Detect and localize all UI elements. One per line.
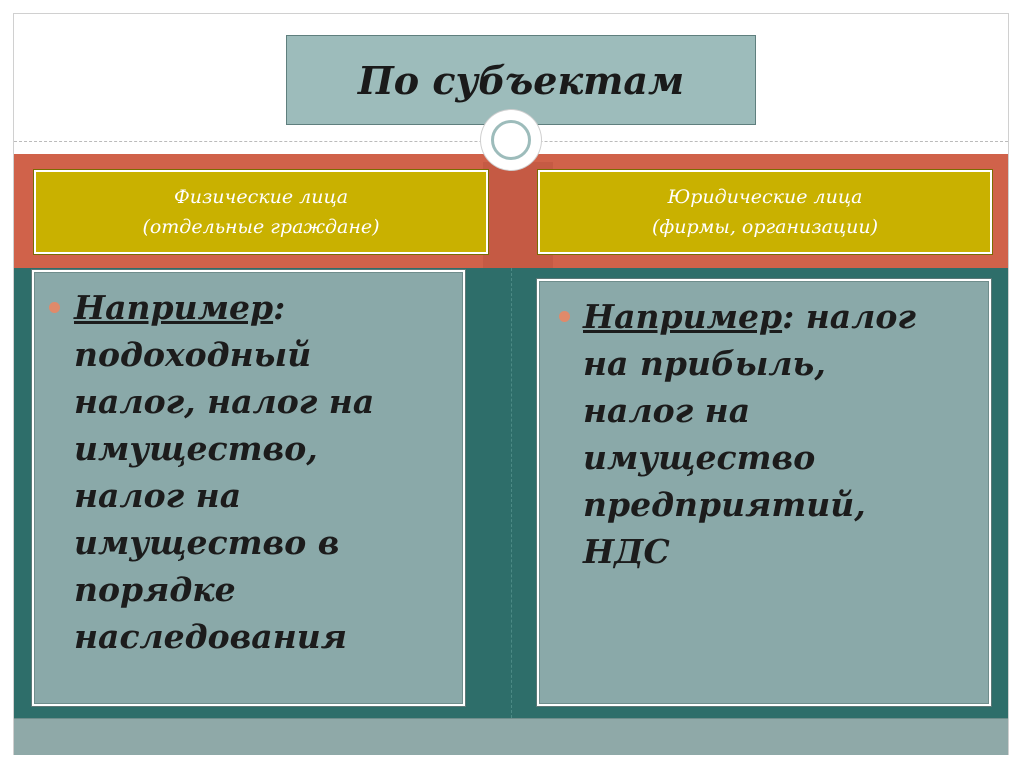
text-line: имущество в	[74, 523, 340, 562]
example-label: Например	[74, 288, 274, 327]
footer-band	[14, 718, 1008, 755]
slide	[14, 14, 1008, 754]
text-line: налог, налог на	[74, 382, 375, 421]
page-title: По субъектам	[357, 57, 685, 103]
text-line: наследования	[74, 617, 348, 656]
text-line: имущество,	[74, 429, 318, 468]
example-label: Например	[583, 297, 783, 336]
header-legal-line2: (фирмы, организации)	[651, 216, 879, 238]
header-individuals	[34, 170, 488, 254]
bullet-icon	[559, 311, 570, 322]
example-colon: :	[273, 288, 286, 327]
example-colon: : налог	[782, 297, 916, 336]
text-line: на прибыль,	[583, 344, 826, 383]
text-line: подоходный	[74, 335, 312, 374]
text-line: предприятий,	[583, 485, 866, 524]
content-legal-entities	[537, 279, 991, 706]
text-line: налог на	[74, 476, 242, 515]
header-legal-line1: Юридические лица	[667, 186, 863, 208]
header-individuals-line2: (отдельные граждане)	[142, 216, 380, 238]
header-legal-entities	[538, 170, 992, 254]
content-individuals	[32, 270, 465, 706]
bullet-icon	[49, 302, 60, 313]
ring-icon	[491, 120, 531, 160]
text-line: порядке	[74, 570, 236, 609]
text-line: налог на	[583, 391, 751, 430]
column-divider	[511, 268, 512, 718]
bullet-text-legal	[583, 293, 983, 575]
text-line: имущество	[583, 438, 816, 477]
bullet-text-individuals	[74, 284, 454, 660]
header-individuals-line1: Физические лица	[173, 186, 349, 208]
text-line: НДС	[583, 532, 670, 571]
